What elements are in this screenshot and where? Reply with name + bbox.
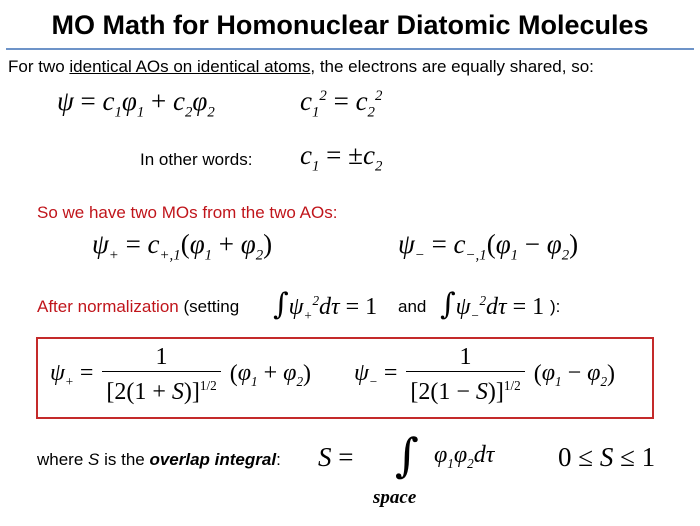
overlap-s-equals: S = <box>318 442 354 472</box>
overlap-s-italic: S <box>88 450 100 469</box>
two-mos-heading: So we have two MOs from the two AOs: <box>37 203 338 222</box>
intro-before: For two <box>8 57 70 76</box>
overlap-range: 0 ≤ S ≤ 1 <box>558 442 656 472</box>
integral-sign: ∫ <box>395 428 419 482</box>
normalization-close: ): <box>550 297 561 316</box>
norm-condition-plus: $\int\psi_+^2d\tau = 1$ <box>273 287 378 323</box>
normalization-and: and <box>398 297 427 316</box>
coefficient-plus-minus: $c_1 = \pm c_2$ <box>300 140 383 175</box>
overlap-is-the: is the <box>99 450 150 469</box>
psi-plus-unnormalized: $\psi_+ = c_{+,1}(\varphi_1 + \varphi_2)$ <box>92 229 273 264</box>
intro-underlined: identical AOs on identical atoms <box>69 57 311 76</box>
overlap-integral-bold: overlap integral <box>149 450 277 469</box>
lcao-equation: $\psi = c_1\varphi_1 + c_2\varphi_2$ <box>57 86 215 121</box>
overlap-where: where <box>37 450 89 469</box>
normalization-setting: (setting <box>178 297 240 316</box>
overlap-integrand: $\varphi_1\varphi_2d\tau$ <box>434 442 495 471</box>
psi-minus-unnormalized: $\psi_- = c_{-,1}(\varphi_1 - \varphi_2)$ <box>398 229 579 264</box>
intro-after: , the electrons are equally shared, so: <box>310 57 594 76</box>
integration-domain-label: space <box>373 487 417 508</box>
norm-condition-minus: $\int\psi_-^2d\tau = 1$ <box>440 287 545 323</box>
page-title: MO Math for Homonuclear Diatomic Molecules <box>51 10 649 40</box>
title-divider <box>6 48 694 50</box>
coefficient-equality: $c_1^2 = c_2^2$ <box>300 86 383 121</box>
overlap-line <box>37 450 281 470</box>
psi-minus-normalized: $\psi_-$ = $\frac{1}{[2(1 - S)]^{1/2}}$ $(\varphi_1 - \varphi_2)$ <box>354 344 616 405</box>
in-other-words-label: In other words: <box>140 150 253 169</box>
psi-plus-normalized: $\psi_+$ = $\frac{1}{[2(1 + S)]^{1/2}}$ $(\varphi_1 + \varphi_2)$ <box>50 344 312 405</box>
normalization-line <box>37 297 239 317</box>
overlap-colon: : <box>276 450 281 469</box>
intro-line <box>8 57 594 77</box>
normalization-label: After normalization <box>37 297 179 316</box>
